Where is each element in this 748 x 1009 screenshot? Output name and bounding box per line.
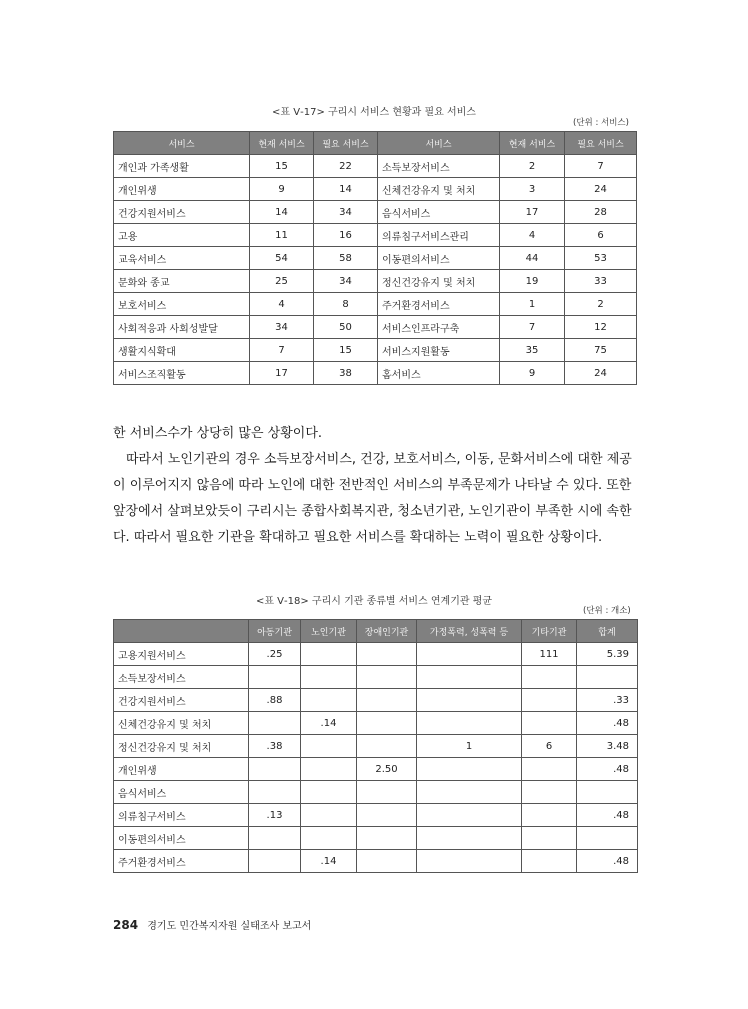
table-cell: 17 (250, 362, 314, 385)
table-cell (357, 712, 417, 735)
table-cell (417, 689, 522, 712)
paragraph-line: 앞장에서 살펴보았듯이 구리시는 종합사회복지관, 청소년기관, 노인기관이 부족한 시에 속한 (113, 504, 632, 519)
table-cell: 11 (250, 224, 314, 247)
table-cell: 8 (314, 293, 378, 316)
table-cell: 1 (500, 293, 565, 316)
table-cell (357, 804, 417, 827)
table-cell: 25 (250, 270, 314, 293)
table-cell: .48 (577, 804, 638, 827)
column-header: 기타기관 (522, 620, 577, 643)
table-row (114, 201, 637, 224)
table-cell: .25 (249, 643, 301, 666)
report-title: 경기도 민간복지자원 실태조사 보고서 (147, 921, 312, 932)
table-cell (301, 827, 357, 850)
table-row (114, 712, 638, 735)
table-cell (417, 666, 522, 689)
table-cell (357, 643, 417, 666)
table-row (114, 362, 637, 385)
table-cell (301, 781, 357, 804)
table-cell: .13 (249, 804, 301, 827)
column-header: 합계 (577, 620, 638, 643)
table-cell (522, 666, 577, 689)
table-cell: 주거환경서비스 (378, 293, 500, 316)
table-cell: 의류침구서비스 (114, 804, 249, 827)
table-cell: .38 (249, 735, 301, 758)
linked-agency-table (113, 619, 638, 873)
table-cell: 7 (250, 339, 314, 362)
table-cell: 보호서비스 (114, 293, 250, 316)
table-cell (357, 781, 417, 804)
table-cell (522, 758, 577, 781)
table-row (114, 689, 638, 712)
table-cell: 7 (565, 155, 637, 178)
table-cell: 고용지원서비스 (114, 643, 249, 666)
table-cell: 서비스조직활동 (114, 362, 250, 385)
table-row (114, 316, 637, 339)
table2-header-row (114, 620, 638, 643)
table-cell: 3.48 (577, 735, 638, 758)
table-cell (357, 666, 417, 689)
table-cell: 34 (314, 201, 378, 224)
table-cell (357, 850, 417, 873)
table-cell (249, 850, 301, 873)
table-cell (577, 827, 638, 850)
table-cell: 5.39 (577, 643, 638, 666)
table-cell (301, 804, 357, 827)
table-cell: 22 (314, 155, 378, 178)
table-cell: 건강지원서비스 (114, 201, 250, 224)
table-cell: 58 (314, 247, 378, 270)
table-cell (522, 827, 577, 850)
table-cell: 53 (565, 247, 637, 270)
column-header (114, 620, 249, 643)
table-cell: 소득보장서비스 (378, 155, 500, 178)
table-cell (301, 643, 357, 666)
table-row (114, 247, 637, 270)
table1-unit: (단위 : 서비스) (573, 118, 629, 128)
paragraph-line: 다. 따라서 필요한 기관을 확대하고 필요한 서비스를 확대하는 노력이 필요한 상황이다. (113, 530, 603, 545)
table-cell: 생활지식확대 (114, 339, 250, 362)
column-header: 현재 서비스 (500, 132, 565, 155)
table-cell (249, 827, 301, 850)
table-cell: 44 (500, 247, 565, 270)
table-row (114, 850, 638, 873)
table-row (114, 827, 638, 850)
table-cell (417, 827, 522, 850)
table-row (114, 178, 637, 201)
table-cell (417, 643, 522, 666)
table-cell: 111 (522, 643, 577, 666)
table-cell: 음식서비스 (378, 201, 500, 224)
table-cell: .88 (249, 689, 301, 712)
table-cell: 소득보장서비스 (114, 666, 249, 689)
table-row (114, 643, 638, 666)
service-status-table (113, 131, 637, 385)
table-cell (522, 689, 577, 712)
table-row (114, 804, 638, 827)
table-row (114, 666, 638, 689)
table-cell: 24 (565, 362, 637, 385)
table-cell (357, 827, 417, 850)
table-cell (301, 689, 357, 712)
table-cell: 의류침구서비스관리 (378, 224, 500, 247)
table2-unit: (단위 : 개소) (583, 606, 631, 616)
table-cell: .48 (577, 712, 638, 735)
table-row (114, 735, 638, 758)
table-cell: 35 (500, 339, 565, 362)
column-header: 서비스 (378, 132, 500, 155)
table-cell: 6 (522, 735, 577, 758)
paragraph-line: 한 서비스수가 상당히 많은 상황이다. (113, 426, 323, 441)
table-cell: 75 (565, 339, 637, 362)
table-cell (522, 781, 577, 804)
table-cell: 홈서비스 (378, 362, 500, 385)
paragraph-line: 따라서 노인기관의 경우 소득보장서비스, 건강, 보호서비스, 이동, 문화서비스에 대한 제공 (126, 452, 632, 467)
table-cell (357, 689, 417, 712)
paragraph-line: 이 이루어지지 않음에 따라 노인에 대한 전반적인 서비스의 부족문제가 나타날 수 있다. 또한 (113, 478, 632, 493)
table-cell: 교육서비스 (114, 247, 250, 270)
table-cell: 신체건강유지 및 처치 (114, 712, 249, 735)
table-cell: 54 (250, 247, 314, 270)
table-cell (357, 735, 417, 758)
column-header: 필요 서비스 (314, 132, 378, 155)
table-cell (522, 712, 577, 735)
column-header: 서비스 (114, 132, 250, 155)
table-cell: 12 (565, 316, 637, 339)
table-cell (417, 758, 522, 781)
table-cell (417, 781, 522, 804)
table-cell (301, 666, 357, 689)
table-cell: 주거환경서비스 (114, 850, 249, 873)
column-header: 노인기관 (301, 620, 357, 643)
column-header: 아동기관 (249, 620, 301, 643)
table-cell: 6 (565, 224, 637, 247)
table-row (114, 781, 638, 804)
table-cell: .14 (301, 712, 357, 735)
table-cell: .48 (577, 758, 638, 781)
table-cell: 2 (565, 293, 637, 316)
table-cell: 9 (500, 362, 565, 385)
table-cell: 서비스인프라구축 (378, 316, 500, 339)
table-cell (301, 758, 357, 781)
table-cell: .33 (577, 689, 638, 712)
table-row (114, 758, 638, 781)
table-cell (522, 850, 577, 873)
table2-caption: <표 Ⅴ-18> 구리시 기관 종류별 서비스 연계기관 평균 (255, 596, 493, 607)
column-header: 장애인기관 (357, 620, 417, 643)
table-cell: 1 (417, 735, 522, 758)
table-cell: .48 (577, 850, 638, 873)
table-cell: 50 (314, 316, 378, 339)
table-cell: 14 (250, 201, 314, 224)
table-cell (249, 712, 301, 735)
table-cell: 서비스지원활동 (378, 339, 500, 362)
table-cell: 개인과 가족생활 (114, 155, 250, 178)
table-cell: 2.50 (357, 758, 417, 781)
table-cell (249, 758, 301, 781)
table-cell: 정신건강유지 및 처치 (378, 270, 500, 293)
column-header: 현재 서비스 (250, 132, 314, 155)
table-cell: 33 (565, 270, 637, 293)
table-cell (577, 781, 638, 804)
table-cell: 15 (314, 339, 378, 362)
table-cell: 4 (250, 293, 314, 316)
table-row (114, 339, 637, 362)
table-cell: 19 (500, 270, 565, 293)
table1-caption: <표 Ⅴ-17> 구리시 서비스 현황과 필요 서비스 (272, 107, 476, 118)
table-row (114, 224, 637, 247)
table-cell: 이동편의서비스 (114, 827, 249, 850)
table-cell: 16 (314, 224, 378, 247)
table-cell: 건강지원서비스 (114, 689, 249, 712)
table-cell: 7 (500, 316, 565, 339)
table1-header-row (114, 132, 637, 155)
table-cell: 4 (500, 224, 565, 247)
table-cell: 3 (500, 178, 565, 201)
table-cell: 14 (314, 178, 378, 201)
table-cell: 2 (500, 155, 565, 178)
table-cell (301, 735, 357, 758)
table-cell: 24 (565, 178, 637, 201)
table-cell: 34 (314, 270, 378, 293)
table-cell: 34 (250, 316, 314, 339)
table-cell (249, 781, 301, 804)
table-cell: 문화와 종교 (114, 270, 250, 293)
table-cell: 고용 (114, 224, 250, 247)
table-cell: 개인위생 (114, 758, 249, 781)
column-header: 가정폭력, 성폭력 등 (417, 620, 522, 643)
table-cell: 9 (250, 178, 314, 201)
table-cell: 신체건강유지 및 처치 (378, 178, 500, 201)
table-cell (417, 712, 522, 735)
table-row (114, 155, 637, 178)
column-header: 필요 서비스 (565, 132, 637, 155)
table-cell: .14 (301, 850, 357, 873)
page-number: 284 (113, 918, 139, 932)
table-cell: 17 (500, 201, 565, 224)
table-cell: 개인위생 (114, 178, 250, 201)
table-cell: 28 (565, 201, 637, 224)
table-cell (249, 666, 301, 689)
table-cell (417, 804, 522, 827)
table-cell: 음식서비스 (114, 781, 249, 804)
body-paragraph (113, 421, 638, 551)
table-row (114, 270, 637, 293)
table-row (114, 293, 637, 316)
table-cell (417, 850, 522, 873)
page-footer (113, 917, 311, 932)
table-cell (577, 666, 638, 689)
table-cell: 이동편의서비스 (378, 247, 500, 270)
table-cell (522, 804, 577, 827)
table-cell: 사회적응과 사회성발달 (114, 316, 250, 339)
table-cell: 15 (250, 155, 314, 178)
table-cell: 정신건강유지 및 처치 (114, 735, 249, 758)
table-cell: 38 (314, 362, 378, 385)
